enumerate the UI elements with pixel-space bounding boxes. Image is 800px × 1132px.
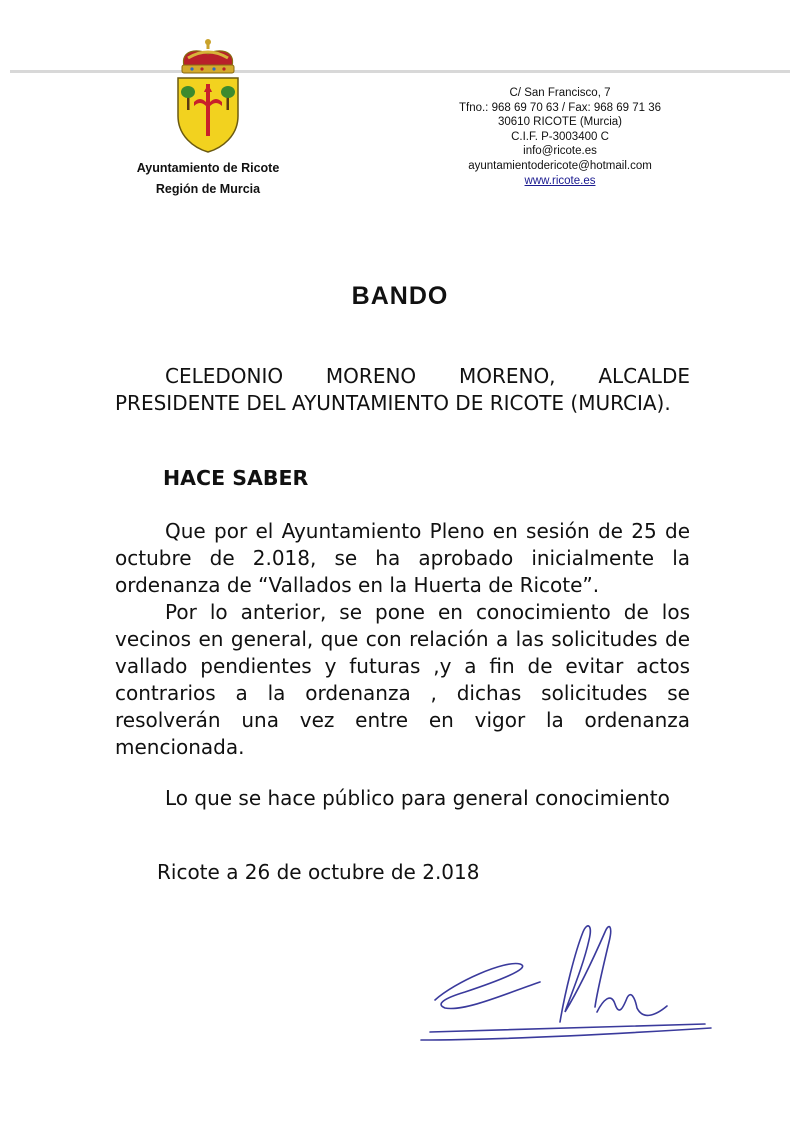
document-title: BANDO bbox=[351, 282, 449, 310]
body-paragraph-2: Por lo anterior, se pone en conocimiento de los vecinos en general, que con relación a las solicitudes de vallado pendientes y futuras ,y a fin de evitar actos contrarios a la ordenanza , dichas solicitudes se resolverán una vez entre en vigor la ordenanza mencionada. bbox=[115, 600, 690, 759]
website-link[interactable]: www.ricote.es bbox=[524, 174, 596, 187]
handwritten-signature bbox=[415, 912, 715, 1052]
org-name-line: Ayuntamiento de Ricote bbox=[136, 161, 280, 175]
closing-paragraph: Lo que se hace público para general conocimiento bbox=[165, 786, 670, 810]
place-date: Ricote a 26 de octubre de 2.018 bbox=[157, 860, 480, 884]
coat-of-arms-logo bbox=[170, 36, 246, 156]
email-info: info@ricote.es bbox=[523, 145, 597, 158]
section-heading: HACE SABER bbox=[163, 466, 309, 490]
phone-fax: Tfno.: 968 69 70 63 / Fax: 968 69 71 36 bbox=[458, 101, 662, 114]
postal-address: 30610 RICOTE (Murcia) bbox=[498, 116, 622, 129]
email-hotmail: ayuntamientodericote@hotmail.com bbox=[468, 159, 652, 172]
contact-block bbox=[420, 86, 700, 188]
body-paragraph-1: Que por el Ayuntamiento Pleno en sesión de 25 de octubre de 2.018, se ha aprobado inicialmente la ordenanza de “Vallados en la Huerta de Ricote”. bbox=[115, 519, 690, 597]
org-region-line: Región de Murcia bbox=[155, 182, 261, 196]
header-rule bbox=[10, 70, 790, 73]
organization-name bbox=[118, 158, 298, 200]
tax-id: C.I.F. P-3003400 C bbox=[511, 130, 609, 143]
intro-paragraph: CELEDONIO MORENO MORENO, ALCALDE PRESIDENTE DEL AYUNTAMIENTO DE RICOTE (MURCIA). bbox=[115, 364, 690, 415]
address: C/ San Francisco, 7 bbox=[509, 87, 611, 99]
crown-icon bbox=[182, 39, 234, 73]
